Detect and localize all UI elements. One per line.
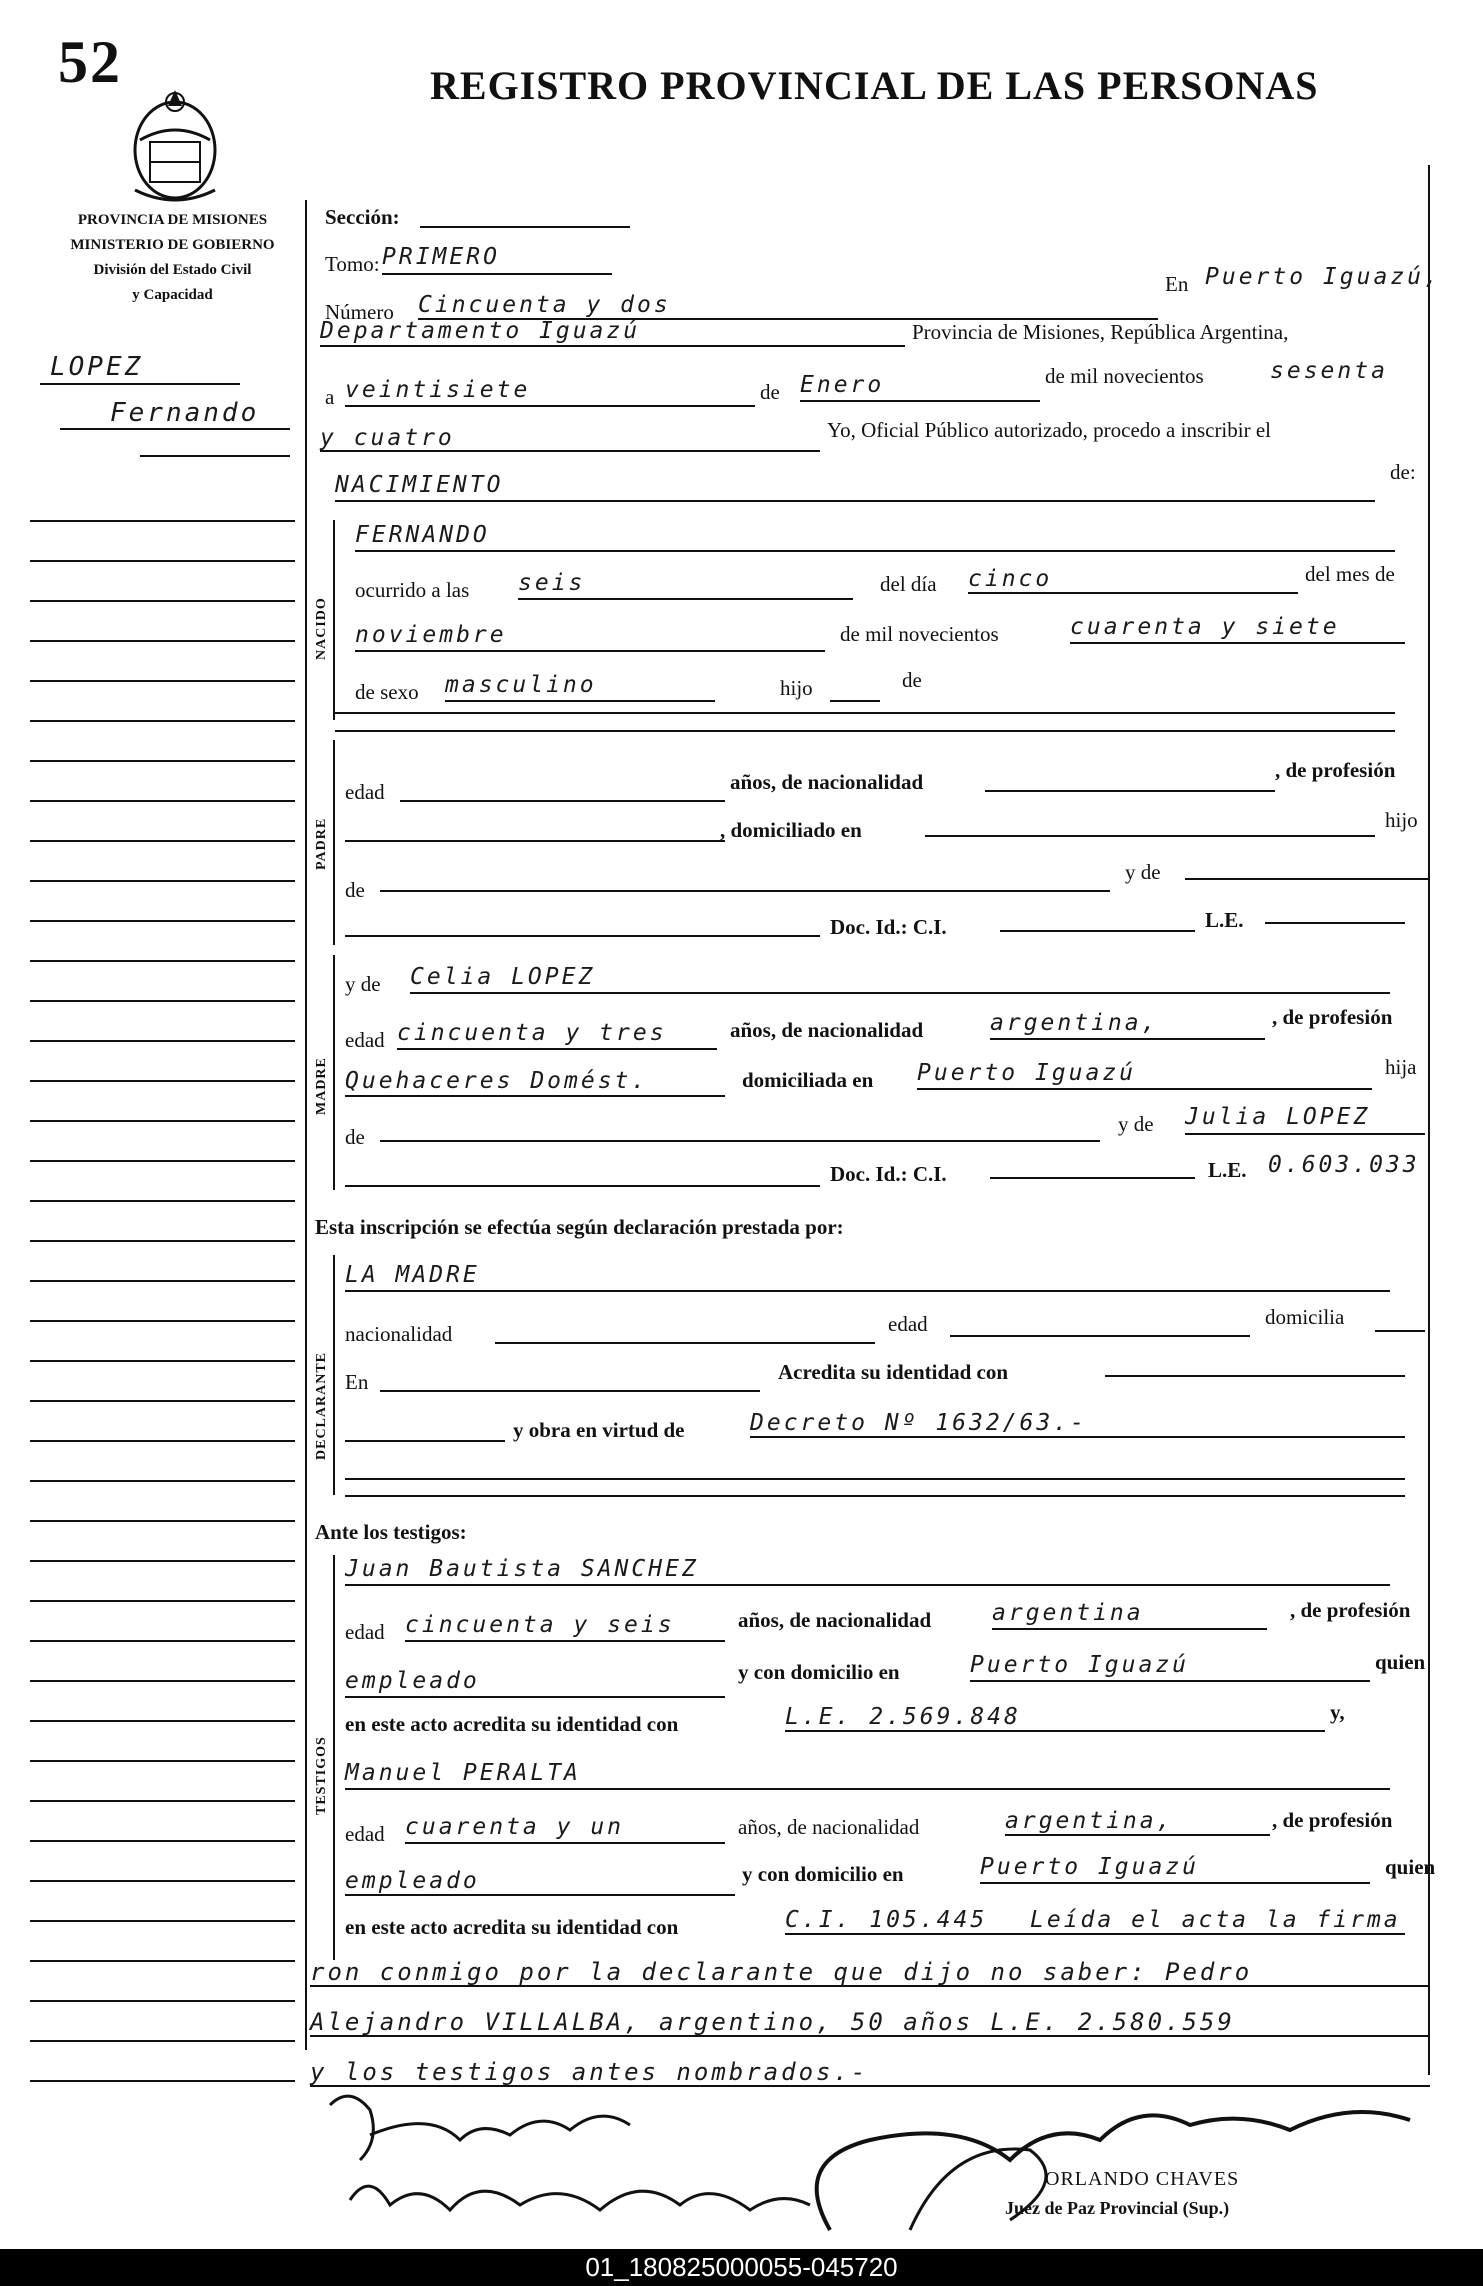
numero-label: Número [325, 300, 394, 324]
hijo-label: hijo [780, 676, 813, 700]
nombre-value: FERNANDO [355, 522, 490, 548]
acto-value: NACIMIENTO [335, 472, 504, 498]
testigo2-quien-label: quien [1385, 1855, 1436, 1879]
testigo1-domicilio-value: Puerto Iguazú [970, 1652, 1190, 1678]
en-value-2: Departamento Iguazú [320, 318, 641, 344]
dia-nac-value: cinco [968, 566, 1053, 592]
footer-id-bar: 01_180825000055-045720 [0, 2249, 1483, 2286]
nacido-section-label: NACIDO [314, 597, 329, 660]
de-hijo-label: de [902, 668, 922, 692]
madre-nacionalidad-value: argentina, [990, 1010, 1159, 1036]
madre-edad-value: cincuenta y tres [397, 1020, 667, 1046]
madre-edad-label: edad [345, 1028, 385, 1052]
testigo2-profesion-label: , de profesión [1272, 1808, 1393, 1832]
provincia-label: Provincia de Misiones, República Argentina, [912, 320, 1289, 344]
declarante-en-label: En [345, 1370, 369, 1394]
testigo1-y-label: y, [1330, 1700, 1345, 1724]
testigo2-documento-value: C.I. 105.445 [785, 1907, 988, 1933]
official-title: Juez de Paz Provincial (Sup.) [1005, 2198, 1230, 2218]
sexo-label: de sexo [355, 680, 419, 704]
margin-surname: LOPEZ [50, 352, 144, 382]
madre-profesion-value: Quehaceres Domést. [345, 1068, 649, 1094]
madre-nombre-value: Celia LOPEZ [410, 964, 596, 990]
padre-hijo-label: hijo [1385, 808, 1418, 832]
nota-line1: Leída el acta la firma [1030, 1907, 1401, 1933]
madre-profesion-label: , de profesión [1272, 1005, 1393, 1029]
testigo2-anos-nac-label: años, de nacionalidad [738, 1815, 920, 1839]
mes-value: Enero [800, 372, 885, 398]
document-title: REGISTRO PROVINCIAL DE LAS PERSONAS [430, 63, 1319, 108]
ministry-line: MINISTERIO DE GOBIERNO [70, 237, 275, 253]
padre-y-de-label: y de [1125, 860, 1161, 884]
declarante-section-label: DECLARANTE [314, 1351, 329, 1460]
ante-testigos-label: Ante los testigos: [315, 1520, 467, 1544]
anio-value-1: sesenta [1270, 358, 1388, 384]
declarante-nombre-value: LA MADRE [345, 1262, 480, 1288]
capacity-line: y Capacidad [132, 287, 213, 303]
hora-value: seis [518, 570, 586, 596]
testigo2-nacionalidad-value: argentina, [1005, 1808, 1174, 1834]
province-line: PROVINCIA DE MISIONES [77, 212, 268, 228]
padre-profesion-label: , de profesión [1275, 758, 1396, 782]
tomo-value: PRIMERO [382, 244, 500, 270]
madre-hija-label: hija [1385, 1055, 1417, 1079]
sexo-value: masculino [445, 672, 597, 698]
en-value-1: Puerto Iguazú, [1205, 264, 1441, 290]
madre-section-label: MADRE [314, 1057, 329, 1115]
testigo1-edad-value: cincuenta y seis [405, 1612, 675, 1638]
nota-line3: Alejandro VILLALBA, argentino, 50 años L.E. 2.580.559 [310, 2008, 1235, 2036]
declarante-edad-label: edad [888, 1312, 928, 1336]
anio-value-2: y cuatro [320, 425, 455, 451]
testigo1-nombre-value: Juan Bautista SANCHEZ [345, 1556, 699, 1582]
testigo1-profesion-label: , de profesión [1290, 1598, 1411, 1622]
dia-value: veintisiete [345, 377, 531, 403]
esta-inscripcion-label: Esta inscripción se efectúa según declaración prestada por: [315, 1215, 844, 1239]
mes-nac-value: noviembre [355, 622, 507, 648]
madre-domicilio-value: Puerto Iguazú [917, 1060, 1137, 1086]
testigo2-acredita-label: en este acto acredita su identidad con [345, 1915, 679, 1939]
issuing-office-header [30, 208, 315, 308]
nota-line4: y los testigos antes nombrados.- [310, 2058, 869, 2086]
en-label: En [1165, 272, 1189, 296]
declarante-obra-label: y obra en virtud de [513, 1418, 685, 1442]
testigo2-domicilio-label: y con domicilio en [742, 1862, 904, 1886]
madre-le-value: 0.603.033 [1268, 1152, 1420, 1178]
madre-anos-nac-label: años, de nacionalidad [730, 1018, 924, 1042]
padre-anos-nac-label: años, de nacionalidad [730, 770, 924, 794]
testigo2-edad-value: cuarenta y un [405, 1814, 625, 1840]
page-number: 52 [58, 29, 122, 95]
margin-given-name: Fernando [110, 398, 260, 428]
del-mes-label: del mes de [1305, 562, 1395, 586]
de-colon-label: de: [1390, 460, 1416, 484]
de-mil-novecientos-label: de mil novecientos [1045, 364, 1204, 388]
padre-le-label: L.E. [1205, 908, 1244, 932]
testigo1-domicilio-label: y con domicilio en [738, 1660, 900, 1684]
seccion-label: Sección: [325, 205, 400, 229]
padre-doc-label: Doc. Id.: C.I. [830, 915, 947, 939]
testigo1-documento-value: L.E. 2.569.848 [785, 1704, 1021, 1730]
padre-de-label: de [345, 878, 365, 902]
testigo1-quien-label: quien [1375, 1650, 1426, 1674]
testigo1-anos-nac-label: años, de nacionalidad [738, 1608, 932, 1632]
anio-nac-value: cuarenta y siete [1070, 614, 1340, 640]
testigo1-acredita-label: en este acto acredita su identidad con [345, 1712, 679, 1736]
division-line: División del Estado Civil [93, 262, 252, 278]
official-name: ORLANDO CHAVES [1045, 2168, 1240, 2190]
de-mil-novecientos-2-label: de mil novecientos [840, 622, 999, 646]
testigos-section-label: TESTIGOS [314, 1736, 329, 1815]
madre-doc-label: Doc. Id.: C.I. [830, 1162, 947, 1186]
declarante-decreto-value: Decreto Nº 1632/63.- [750, 1410, 1087, 1436]
nota-line2: ron conmigo por la declarante que dijo no saber: Pedro [310, 1958, 1253, 1986]
a-label: a [325, 385, 335, 409]
testigo1-nacionalidad-value: argentina [992, 1600, 1144, 1626]
testigo1-profesion-value: empleado [345, 1668, 480, 1694]
testigo2-nombre-value: Manuel PERALTA [345, 1760, 581, 1786]
madre-le-label: L.E. [1208, 1158, 1247, 1182]
madre-madre-de-value: Julia LOPEZ [1185, 1104, 1371, 1130]
testigo2-domicilio-value: Puerto Iguazú [980, 1854, 1200, 1880]
de-label: de [760, 380, 780, 404]
handwritten-signatures [310, 2080, 1460, 2245]
oficial-label: Yo, Oficial Público autorizado, procedo a inscribir el [827, 418, 1272, 442]
declarante-nacionalidad-label: nacionalidad [345, 1322, 453, 1346]
tomo-label: Tomo: [325, 252, 380, 276]
declarante-acredita-label: Acredita su identidad con [778, 1360, 1009, 1384]
coat-of-arms-seal [120, 80, 230, 210]
numero-value: Cincuenta y dos [418, 292, 671, 318]
testigo2-edad-label: edad [345, 1822, 385, 1846]
madre-domicilio-label: domiciliada en [742, 1068, 874, 1092]
declarante-domicilia-label: domicilia [1265, 1305, 1345, 1329]
testigo1-edad-label: edad [345, 1620, 385, 1644]
padre-domicilio-label: , domiciliado en [720, 818, 862, 842]
del-dia-label: del día [880, 572, 937, 596]
padre-section-label: PADRE [314, 817, 329, 870]
ocurrido-label: ocurrido a las [355, 578, 470, 602]
madre-y-de-2-label: y de [1118, 1112, 1154, 1136]
madre-de-label: de [345, 1125, 365, 1149]
padre-edad-label: edad [345, 780, 385, 804]
testigo2-profesion-value: empleado [345, 1868, 480, 1894]
madre-y-de-label: y de [345, 972, 381, 996]
